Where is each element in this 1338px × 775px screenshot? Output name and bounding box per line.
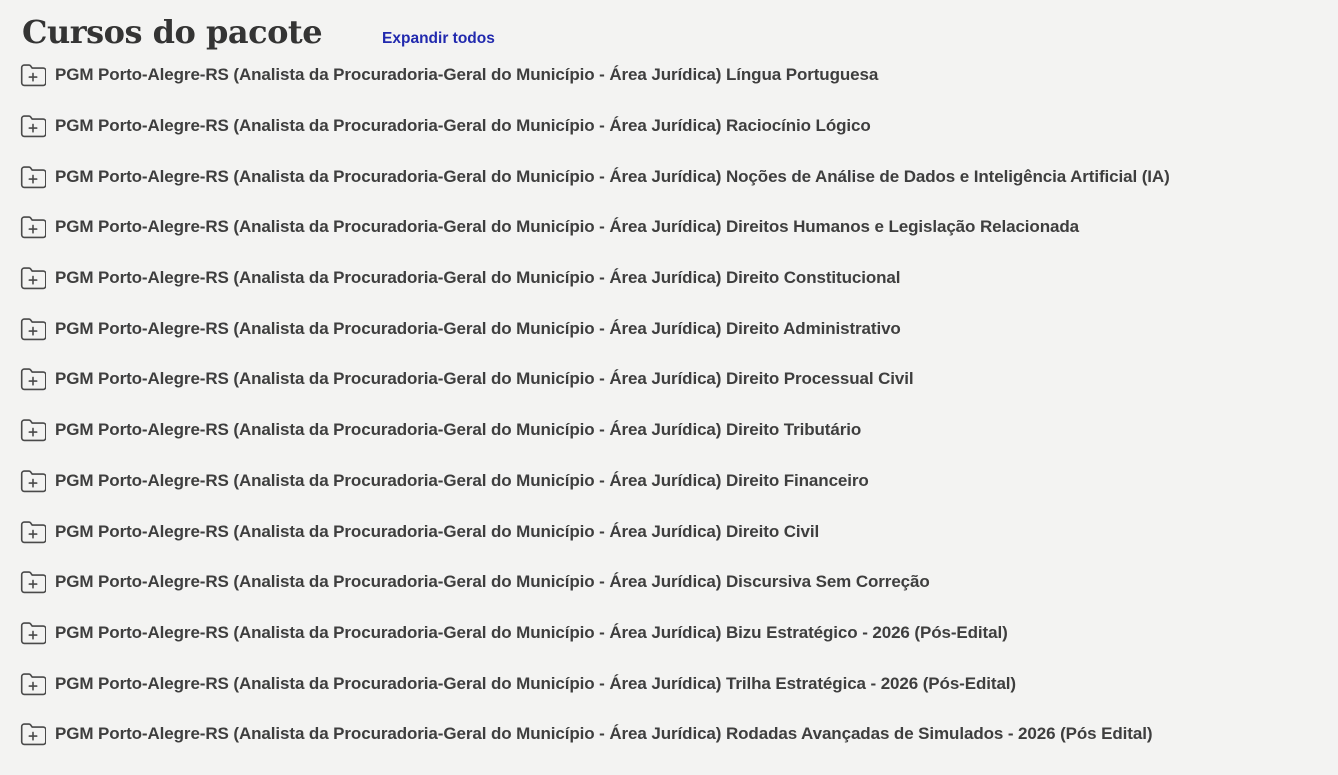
course-row[interactable] [0, 202, 1338, 253]
course-title: PGM Porto-Alegre-RS (Analista da Procuradoria-Geral do Município - Área Jurídica) Noções de Análise de Dados e Inteligência Artificial (IA) [55, 166, 1170, 186]
course-row[interactable] [0, 506, 1338, 557]
folder-plus-icon[interactable] [20, 367, 46, 391]
folder-plus-icon[interactable] [20, 570, 46, 594]
course-row[interactable] [0, 456, 1338, 507]
course-title: PGM Porto-Alegre-RS (Analista da Procuradoria-Geral do Município - Área Jurídica) Direito Constitucional [55, 268, 901, 288]
course-row[interactable] [0, 658, 1338, 709]
course-title: PGM Porto-Alegre-RS (Analista da Procuradoria-Geral do Município - Área Jurídica) Rodadas Avançadas de Simulados - 2026 (Pós Edital) [55, 724, 1153, 744]
course-row[interactable] [0, 101, 1338, 152]
course-row[interactable] [0, 405, 1338, 456]
expand-all-link[interactable]: Expandir todos [382, 30, 495, 47]
course-title: PGM Porto-Alegre-RS (Analista da Procuradoria-Geral do Município - Área Jurídica) Direito Tributário [55, 420, 862, 440]
course-row[interactable] [0, 253, 1338, 304]
folder-plus-icon[interactable] [20, 469, 46, 493]
course-title: PGM Porto-Alegre-RS (Analista da Procuradoria-Geral do Município - Área Jurídica) Direito Civil [55, 521, 820, 541]
page-title: Cursos do pacote [22, 13, 323, 51]
course-row[interactable] [0, 709, 1338, 760]
course-title: PGM Porto-Alegre-RS (Analista da Procuradoria-Geral do Município - Área Jurídica) Direito Financeiro [55, 470, 869, 490]
folder-plus-icon[interactable] [20, 165, 46, 189]
folder-plus-icon[interactable] [20, 520, 46, 544]
page-header [0, 0, 1338, 50]
folder-plus-icon[interactable] [20, 418, 46, 442]
course-title: PGM Porto-Alegre-RS (Analista da Procuradoria-Geral do Município - Área Jurídica) Trilha Estratégica - 2026 (Pós-Edital) [55, 673, 1016, 693]
course-row[interactable] [0, 354, 1338, 405]
course-title: PGM Porto-Alegre-RS (Analista da Procuradoria-Geral do Município - Área Jurídica) Bizu Estratégico - 2026 (Pós-Edital) [55, 622, 1008, 642]
course-title: PGM Porto-Alegre-RS (Analista da Procuradoria-Geral do Município - Área Jurídica) Língua Portuguesa [55, 65, 879, 85]
folder-plus-icon[interactable] [20, 621, 46, 645]
course-row[interactable] [0, 151, 1338, 202]
course-row[interactable] [0, 608, 1338, 659]
course-title: PGM Porto-Alegre-RS (Analista da Procuradoria-Geral do Município - Área Jurídica) Direitos Humanos e Legislação Relacionada [55, 217, 1079, 237]
folder-plus-icon[interactable] [20, 722, 46, 746]
folder-plus-icon[interactable] [20, 672, 46, 696]
folder-plus-icon[interactable] [20, 63, 46, 87]
course-row[interactable] [0, 557, 1338, 608]
course-list [0, 50, 1338, 760]
folder-plus-icon[interactable] [20, 317, 46, 341]
course-title: PGM Porto-Alegre-RS (Analista da Procuradoria-Geral do Município - Área Jurídica) Raciocínio Lógico [55, 116, 871, 136]
folder-plus-icon[interactable] [20, 114, 46, 138]
course-title: PGM Porto-Alegre-RS (Analista da Procuradoria-Geral do Município - Área Jurídica) Direito Administrativo [55, 318, 901, 338]
course-row[interactable] [0, 50, 1338, 101]
course-title: PGM Porto-Alegre-RS (Analista da Procuradoria-Geral do Município - Área Jurídica) Direito Processual Civil [55, 369, 914, 389]
folder-plus-icon[interactable] [20, 215, 46, 239]
course-title: PGM Porto-Alegre-RS (Analista da Procuradoria-Geral do Município - Área Jurídica) Discursiva Sem Correção [55, 572, 930, 592]
course-row[interactable] [0, 303, 1338, 354]
folder-plus-icon[interactable] [20, 266, 46, 290]
